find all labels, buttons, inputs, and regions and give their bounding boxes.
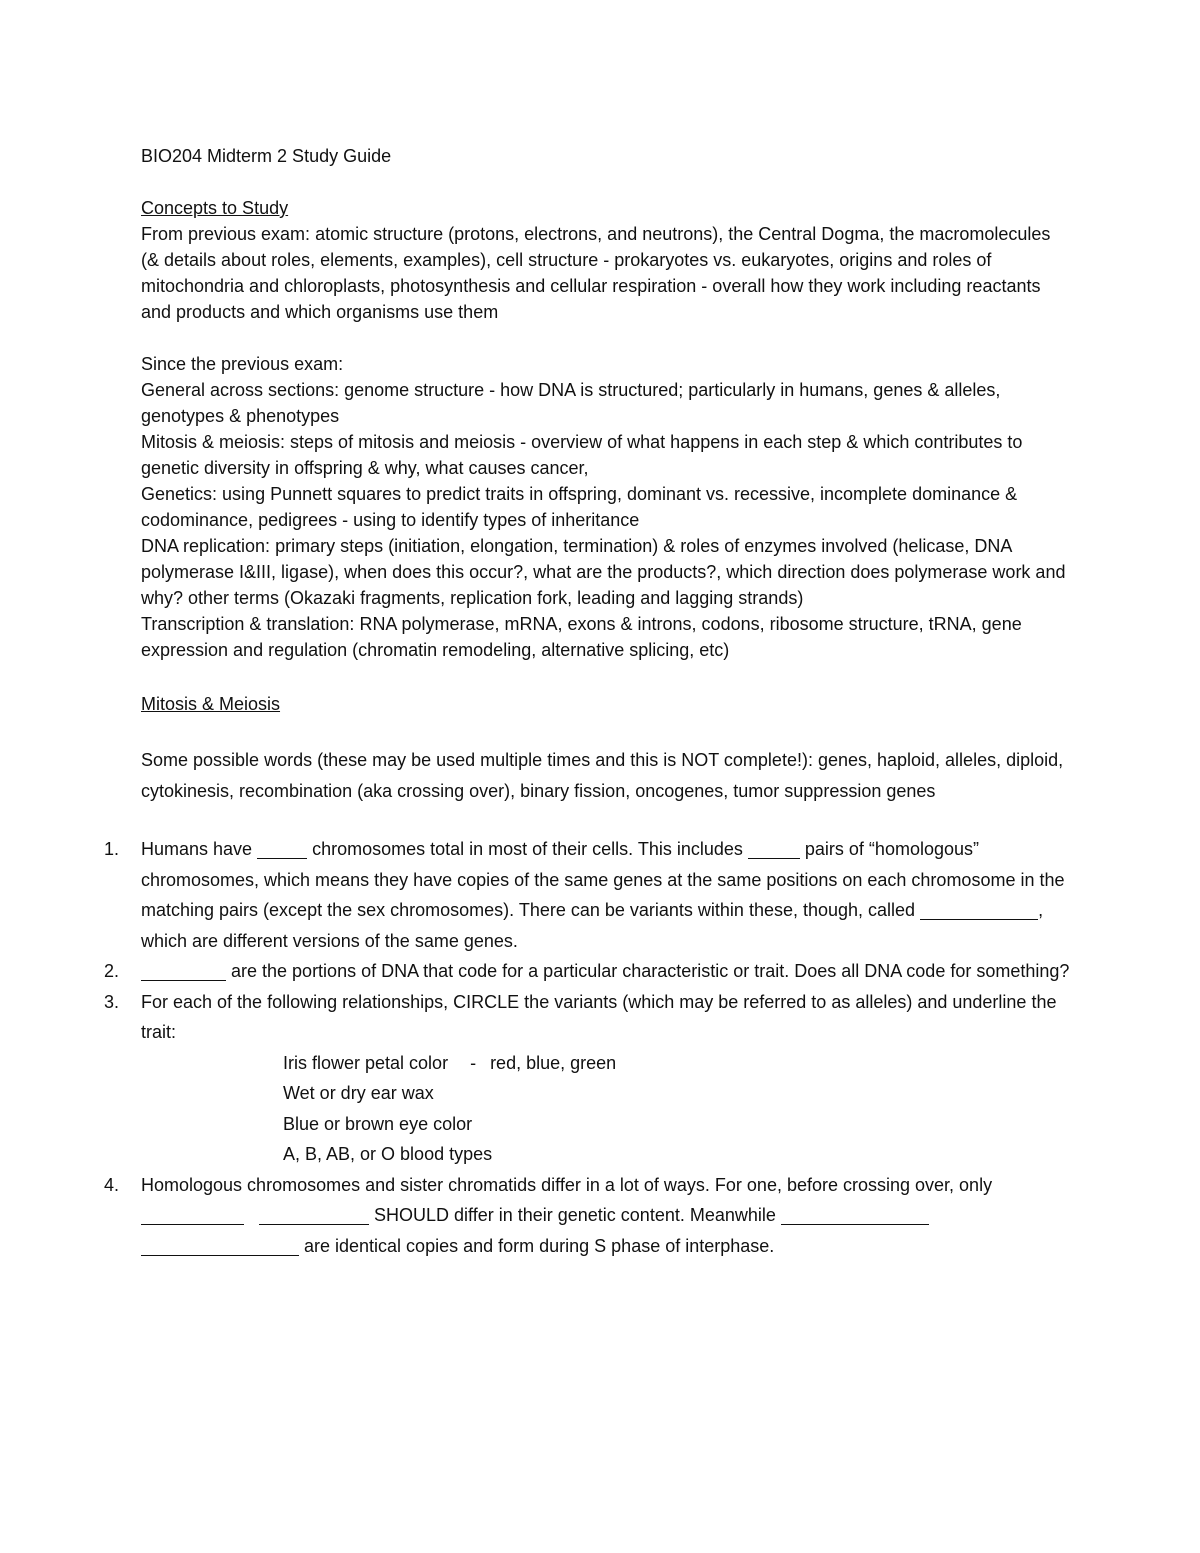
previous-exam-paragraph [141,221,1071,325]
question-1: 1. Humans have chromosomes total in most of their cells. This includes pairs of “homologous” chromosomes, which means they have copies of the same genes at the same positions on each chromosome in the matching pairs (except the sex chromosomes). There can be variants within these, though, called , which are different versions of the same genes. [141,834,1071,956]
document-content [104,143,1071,1261]
answer-blank[interactable] [141,1236,299,1256]
topic-label: DNA replication: [141,536,271,556]
topic-label: Transcription & translation: [141,614,355,634]
trait-item: Wet or dry ear wax [283,1083,434,1103]
topic-label: General across sections: [141,380,340,400]
question-number: 3. [104,991,120,1012]
topic-genetics [141,481,1071,533]
topic-text: using Punnett squares to predict traits in offspring, dominant vs. recessive, incomplete dominance & codominance, pedigrees - using to identify types of inheritance [141,484,1018,530]
since-previous-label: Since the previous exam: [141,354,344,374]
question-list [104,834,1071,1261]
topic-text: RNA polymerase, mRNA, exons & introns, codons, ribosome structure, tRNA, gene expression and regulation (chromatin remodeling, alternative splicing, etc) [141,614,1022,660]
topic-label: Genetics: [141,484,218,504]
page-title: BIO204 Midterm 2 Study Guide [141,146,392,166]
answer-blank[interactable] [257,839,307,859]
trait-item: Iris flower petal color - red, blue, green [283,1052,617,1073]
answer-blank[interactable] [748,839,800,859]
concepts-heading: Concepts to Study [141,198,289,218]
previous-exam-text: atomic structure (protons, electrons, and neutrons), the Central Dogma, the macromolecules (& details about roles, elements, examples), cell structure - prokaryotes vs. eukaryotes, origins and roles of mitochondria and chloroplasts, photosynthesis and cellular respiration - overall how they work including reactants and products and which organisms use them [141,224,1051,322]
topic-text: genome structure - how DNA is structured; particularly in humans, genes & alleles, genotypes & phenotypes [141,380,1001,426]
question-number: 2. [104,961,120,981]
topic-label: Mitosis & meiosis: [141,432,286,452]
topic-text: primary steps (initiation, elongation, termination) & roles of enzymes involved (helicase, DNA polymerase I&III, ligase), when does this occur?, what are the products?, which direction does polymerase work and why? other terms (Okazaki fragments, replication fork, leading and lagging strands) [141,536,1066,608]
previous-exam-label: From previous exam: [141,224,311,244]
answer-blank[interactable] [141,1205,244,1225]
topic-transcription-translation [141,611,1071,663]
topic-mitosis-meiosis [141,429,1071,481]
question-2: 2. are the portions of DNA that code for a particular characteristic or trait. Does all DNA code for something? [141,956,1071,987]
trait-item: Blue or brown eye color [283,1113,473,1134]
topic-general [141,377,1071,429]
word-bank: Some possible words (these may be used multiple times and this is NOT complete!): genes, haploid, alleles, diploid, cytokinesis, recombination (aka crossing over), binary fission, oncogenes, tumor suppression genes [141,750,1064,801]
question-4: 4. Homologous chromosomes and sister chromatids differ in a lot of ways. For one, before crossing over, only SHOULD differ in their genetic content. Meanwhile are identical copies and form during S phase of interphase. [141,1170,1071,1262]
mitosis-meiosis-heading: Mitosis & Meiosis [141,694,281,714]
topic-dna-replication [141,533,1071,611]
answer-blank[interactable] [259,1205,369,1225]
question-number: 4. [104,1174,120,1195]
answer-blank[interactable] [920,900,1038,920]
answer-blank[interactable] [141,961,226,981]
trait-item: A, B, AB, or O blood types [283,1144,493,1164]
answer-blank[interactable] [781,1205,929,1225]
topic-text: steps of mitosis and meiosis - overview of what happens in each step & which contributes to genetic diversity in offspring & why, what causes cancer, [141,432,1023,478]
question-number: 1. [104,839,120,859]
question-3: 3. For each of the following relationships, CIRCLE the variants (which may be referred to as alleles) and underline the trait: Iris flower petal color - red, blue, green Wet or dry ear wax Blue or brown eye color A, B, AB, or O blood types [141,987,1071,1170]
